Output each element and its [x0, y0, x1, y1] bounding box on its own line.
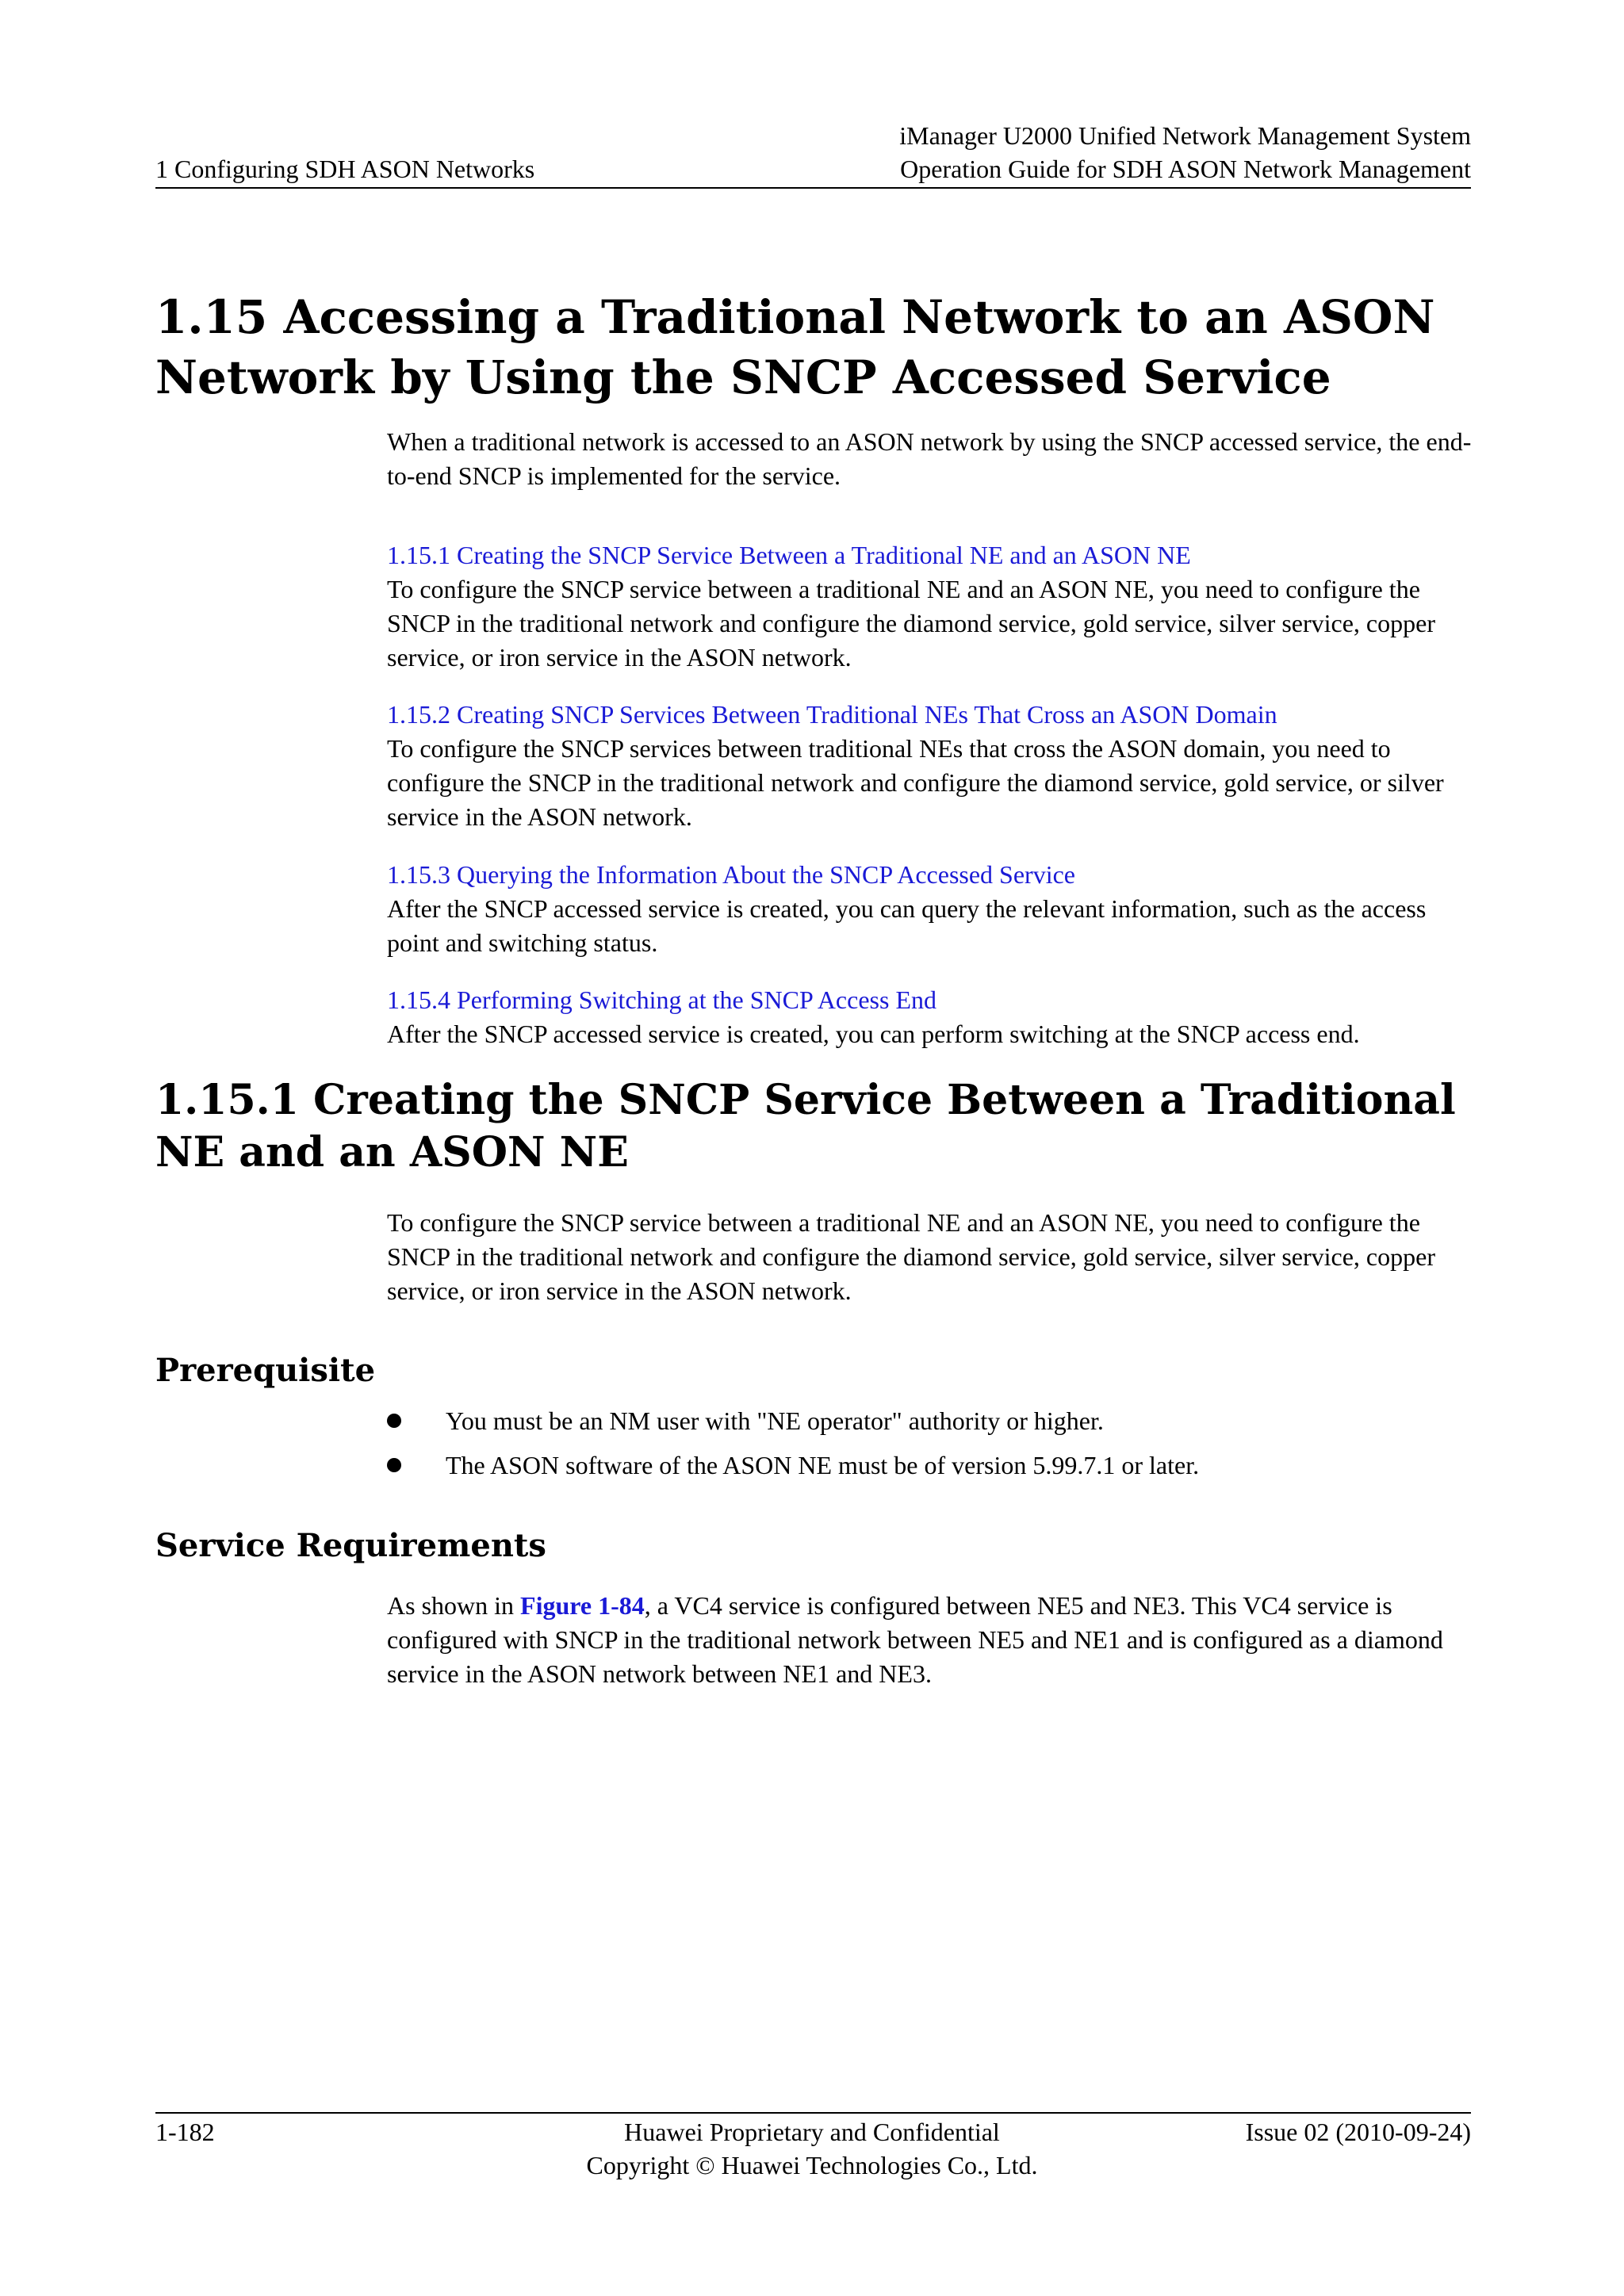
service-requirements-text: [387, 1589, 1472, 1691]
subsection-description: To configure the SNCP services between traditional NEs that cross the ASON domain, you need to configure the SNCP in the traditional network and configure the diamond service, gold service, or silver service in the ASON network.: [387, 734, 1444, 831]
section-intro: When a traditional network is accessed to an ASON network by using the SNCP accessed service, the end-to-end SNCP is implemented for the service.: [387, 427, 1472, 490]
footer-confidential: Huawei Proprietary and Confidential: [624, 2118, 1000, 2146]
figure-link[interactable]: Figure 1-84: [520, 1591, 645, 1620]
subsection-entry: [387, 983, 1472, 1051]
prerequisite-heading: Prerequisite: [155, 1352, 376, 1389]
page-number: 1-182: [155, 2118, 215, 2146]
subsection-entry: [387, 538, 1472, 675]
header-divider: [155, 187, 1471, 189]
list-item-text: You must be an NM user with "NE operator" authority or higher.: [446, 1406, 1104, 1435]
subsection-intro: To configure the SNCP service between a traditional NE and an ASON NE, you need to configure the SNCP in the traditional network and configure the diamond service, gold service, silver service, copper service, or iron service in the ASON network.: [387, 1208, 1435, 1305]
header-chapter: 1 Configuring SDH ASON Networks: [155, 155, 535, 183]
subsection-description: After the SNCP accessed service is created, you can perform switching at the SNCP access end.: [387, 1020, 1360, 1048]
header-product: iManager U2000 Unified Network Management System: [899, 121, 1471, 150]
text-segment: , a VC4 service is configured between NE5 and NE3. This VC4 service is configured with SNCP in the traditional network between NE5 and NE1 and is configured as a diamond service in the ASON network between NE1 and NE3.: [387, 1591, 1443, 1688]
subsection-link[interactable]: 1.15.1 Creating the SNCP Service Between a Traditional NE and an ASON NE: [387, 541, 1191, 569]
bullet-icon: [387, 1414, 401, 1428]
running-header-right: [899, 119, 1471, 186]
subsection-description: After the SNCP accessed service is created, you can query the relevant information, such as the access point and switching status.: [387, 894, 1427, 957]
footer-divider: [155, 2112, 1471, 2114]
subsection-entry: [387, 858, 1472, 960]
subsection-link[interactable]: 1.15.3 Querying the Information About the SNCP Accessed Service: [387, 860, 1075, 889]
subsection-link[interactable]: 1.15.4 Performing Switching at the SNCP Access End: [387, 985, 936, 1014]
subsection-link[interactable]: 1.15.2 Creating SNCP Services Between Traditional NEs That Cross an ASON Domain: [387, 700, 1277, 729]
header-guide: Operation Guide for SDH ASON Network Management: [900, 155, 1471, 183]
section-title: 1.15 Accessing a Traditional Network to an ASON Network by Using the SNCP Accessed Service: [155, 290, 1435, 404]
service-requirements-heading: Service Requirements: [155, 1527, 546, 1564]
footer-issue: Issue 02 (2010-09-24): [1245, 2118, 1471, 2146]
subsection-title: 1.15.1 Creating the SNCP Service Between a Traditional NE and an ASON NE: [155, 1076, 1456, 1177]
footer-copyright: Copyright © Huawei Technologies Co., Ltd.: [586, 2151, 1038, 2179]
text-segment: As shown in: [387, 1591, 521, 1620]
list-item-text: The ASON software of the ASON NE must be of version 5.99.7.1 or later.: [446, 1451, 1200, 1479]
subsection-description: To configure the SNCP service between a traditional NE and an ASON NE, you need to configure the SNCP in the traditional network and configure the diamond service, gold service, silver service, copper service, or iron service in the ASON network.: [387, 575, 1435, 672]
subsection-entry: [387, 698, 1472, 834]
bullet-icon: [387, 1458, 401, 1472]
